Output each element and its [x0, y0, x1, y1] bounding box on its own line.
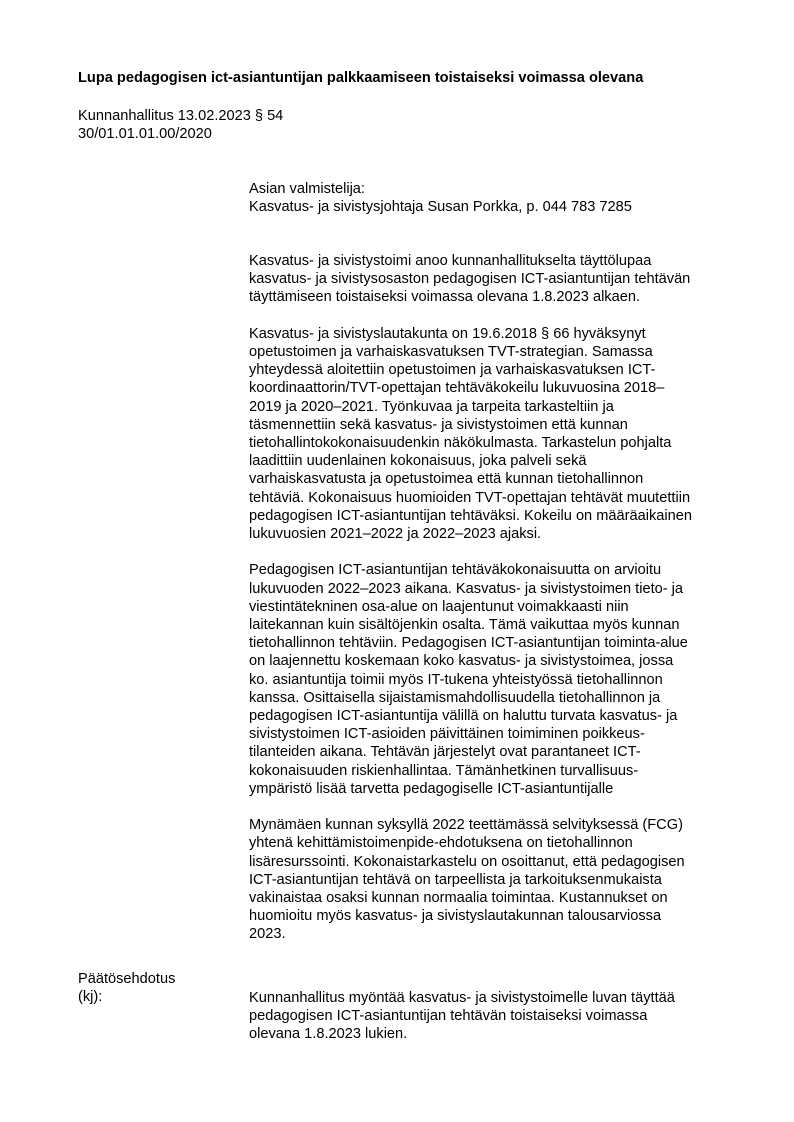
paragraph-line: ympäristö lisää tarvetta pedagogiselle ICT-asiantuntijalle — [249, 780, 614, 797]
meeting-reference: Kunnanhallitus 13.02.2023 § 54 — [78, 108, 284, 124]
paragraph-line: kasvatus- ja sivistysosaston pedagogisen ICT-asiantuntijan tehtävän — [249, 271, 691, 288]
paragraph-line: on laajennettu koskemaan koko kasvatus- ja sivistystoimea, jossa — [249, 653, 674, 670]
body-paragraph — [249, 561, 749, 798]
paragraph-line: Kasvatus- ja sivistyslautakunta on 19.6.2018 § 66 hyväksynyt — [249, 325, 646, 342]
meeting-meta — [78, 107, 283, 143]
proposal-label-line: (kj): — [78, 989, 103, 1006]
paragraph-line: pedagogisen ICT-asiantuntija välillä on haluttu turvata kasvatus- ja — [249, 708, 678, 725]
paragraph-line: täsmennettiin sekä kasvatus- ja sivistystoimen että kunnan — [249, 416, 628, 433]
paragraph-line: laitekannan kuin sisältöjenkin osalta. Tämä vaikuttaa myös kunnan — [249, 617, 680, 634]
proposal-label — [78, 970, 175, 1006]
paragraph-line: yhteydessä aloitettiin opetustoimen ja varhaiskasvatuksen ICT- — [249, 362, 656, 379]
preparer-block — [249, 180, 749, 216]
paragraph-line: ICT-asiantuntijan tehtävä on tarpeellista ja tarkoituksenmukaista — [249, 871, 662, 888]
paragraph-line: lisäresurssointi. Kokonaistarkastelu on osoittanut, että pedagogisen — [249, 853, 685, 870]
paragraph-line: laadittiin uudenlainen kokonaisuus, joka palveli sekä — [249, 453, 587, 470]
body-paragraph — [249, 252, 749, 307]
proposal-line: Kunnanhallitus myöntää kasvatus- ja sivistystoimelle luvan täyttää — [249, 990, 675, 1006]
paragraph-line: Pedagogisen ICT-asiantuntijan tehtäväkokonaisuutta on arvioitu — [249, 562, 662, 579]
body-paragraph — [249, 816, 749, 943]
paragraph-line: sivistystoimen ICT-asioiden päivittäinen toimiminen poikkeus- — [249, 726, 645, 743]
paragraph-line: koordinaattorin/TVT-opettajan tehtäväkokeilu lukuvuosina 2018– — [249, 380, 665, 397]
paragraph-line: tietohallintokokonaisuudenkin näkökulmasta. Tarkastelun pohjalta — [249, 435, 672, 452]
body-paragraph — [249, 325, 749, 543]
paragraph-line: varhaiskasvatusta ja opetustoimea että kunnan tietohallinnon — [249, 471, 644, 488]
paragraph-line: opetustoimen ja varhaiskasvatuksen TVT-strategian. Samassa — [249, 344, 653, 360]
proposal-text — [249, 989, 749, 1044]
paragraph-line: viestintätekninen osa-alue on laajentunut voimakkaasti niin — [249, 598, 629, 615]
proposal-line: olevana 1.8.2023 lukien. — [249, 1026, 408, 1043]
proposal-line: pedagogisen ICT-asiantuntijan tehtävän toistaiseksi voimassa — [249, 1008, 648, 1025]
body-paragraphs — [249, 252, 749, 962]
paragraph-line: yhtenä kehittämistoimenpide-ehdotuksena on tietohallinnon — [249, 835, 633, 852]
paragraph-line: huomioitu myös kasvatus- ja sivistyslautakunnan talousarviossa — [249, 908, 662, 925]
preparer-label: Asian valmistelija: — [249, 181, 365, 197]
paragraph-line: tietohallinnon tehtäviin. Pedagogisen ICT-asiantuntijan toiminta-alue — [249, 635, 688, 652]
paragraph-line: ko. asiantuntija toimii myös IT-tukena yhteistyössä tietohallinnon — [249, 671, 663, 688]
paragraph-line: tilanteiden aikana. Tehtävän järjestelyt ovat parantaneet ICT- — [249, 744, 641, 761]
paragraph-line: tehtäviä. Kokonaisuus huomioiden TVT-opettajan tehtävät muutettiin — [249, 489, 691, 506]
document-title: Lupa pedagogisen ict-asiantuntijan palkkaamiseen toistaiseksi voimassa olevana — [78, 70, 644, 86]
proposal-label-line: Päätösehdotus — [78, 971, 176, 987]
paragraph-line: Mynämäen kunnan syksyllä 2022 teettämässä selvityksessä (FCG) — [249, 817, 683, 834]
preparer-name: Kasvatus- ja sivistysjohtaja Susan Porkka, p. 044 783 7285 — [249, 199, 632, 216]
paragraph-line: täyttämiseen toistaiseksi voimassa olevana 1.8.2023 alkaen. — [249, 289, 641, 306]
paragraph-line: pedagogisen ICT-asiantuntijan tehtäväksi. Kokeilu on määräaikainen — [249, 507, 692, 524]
paragraph-line: Kasvatus- ja sivistystoimi anoo kunnanhallitukselta täyttölupaa — [249, 253, 652, 269]
paragraph-line: kokonaisuuden riskienhallintaa. Tämänhetkinen turvallisuus- — [249, 762, 639, 779]
paragraph-line: lukuvuoden 2022–2023 aikana. Kasvatus- ja sivistystoimen tieto- ja — [249, 580, 684, 597]
paragraph-line: 2019 ja 2020–2021. Työnkuvaa ja tarpeita tarkasteltiin ja — [249, 398, 614, 415]
paragraph-line: kanssa. Osittaisella sijaistamismahdollisuudella tietohallinnon ja — [249, 689, 661, 706]
case-number: 30/01.01.01.00/2020 — [78, 126, 212, 143]
paragraph-line: vakinaistaa osaksi kunnan normaalia toimintaa. Kustannukset on — [249, 890, 668, 907]
paragraph-line: lukuvuosien 2021–2022 ja 2022–2023 ajaksi. — [249, 526, 542, 543]
paragraph-line: 2023. — [249, 926, 286, 943]
